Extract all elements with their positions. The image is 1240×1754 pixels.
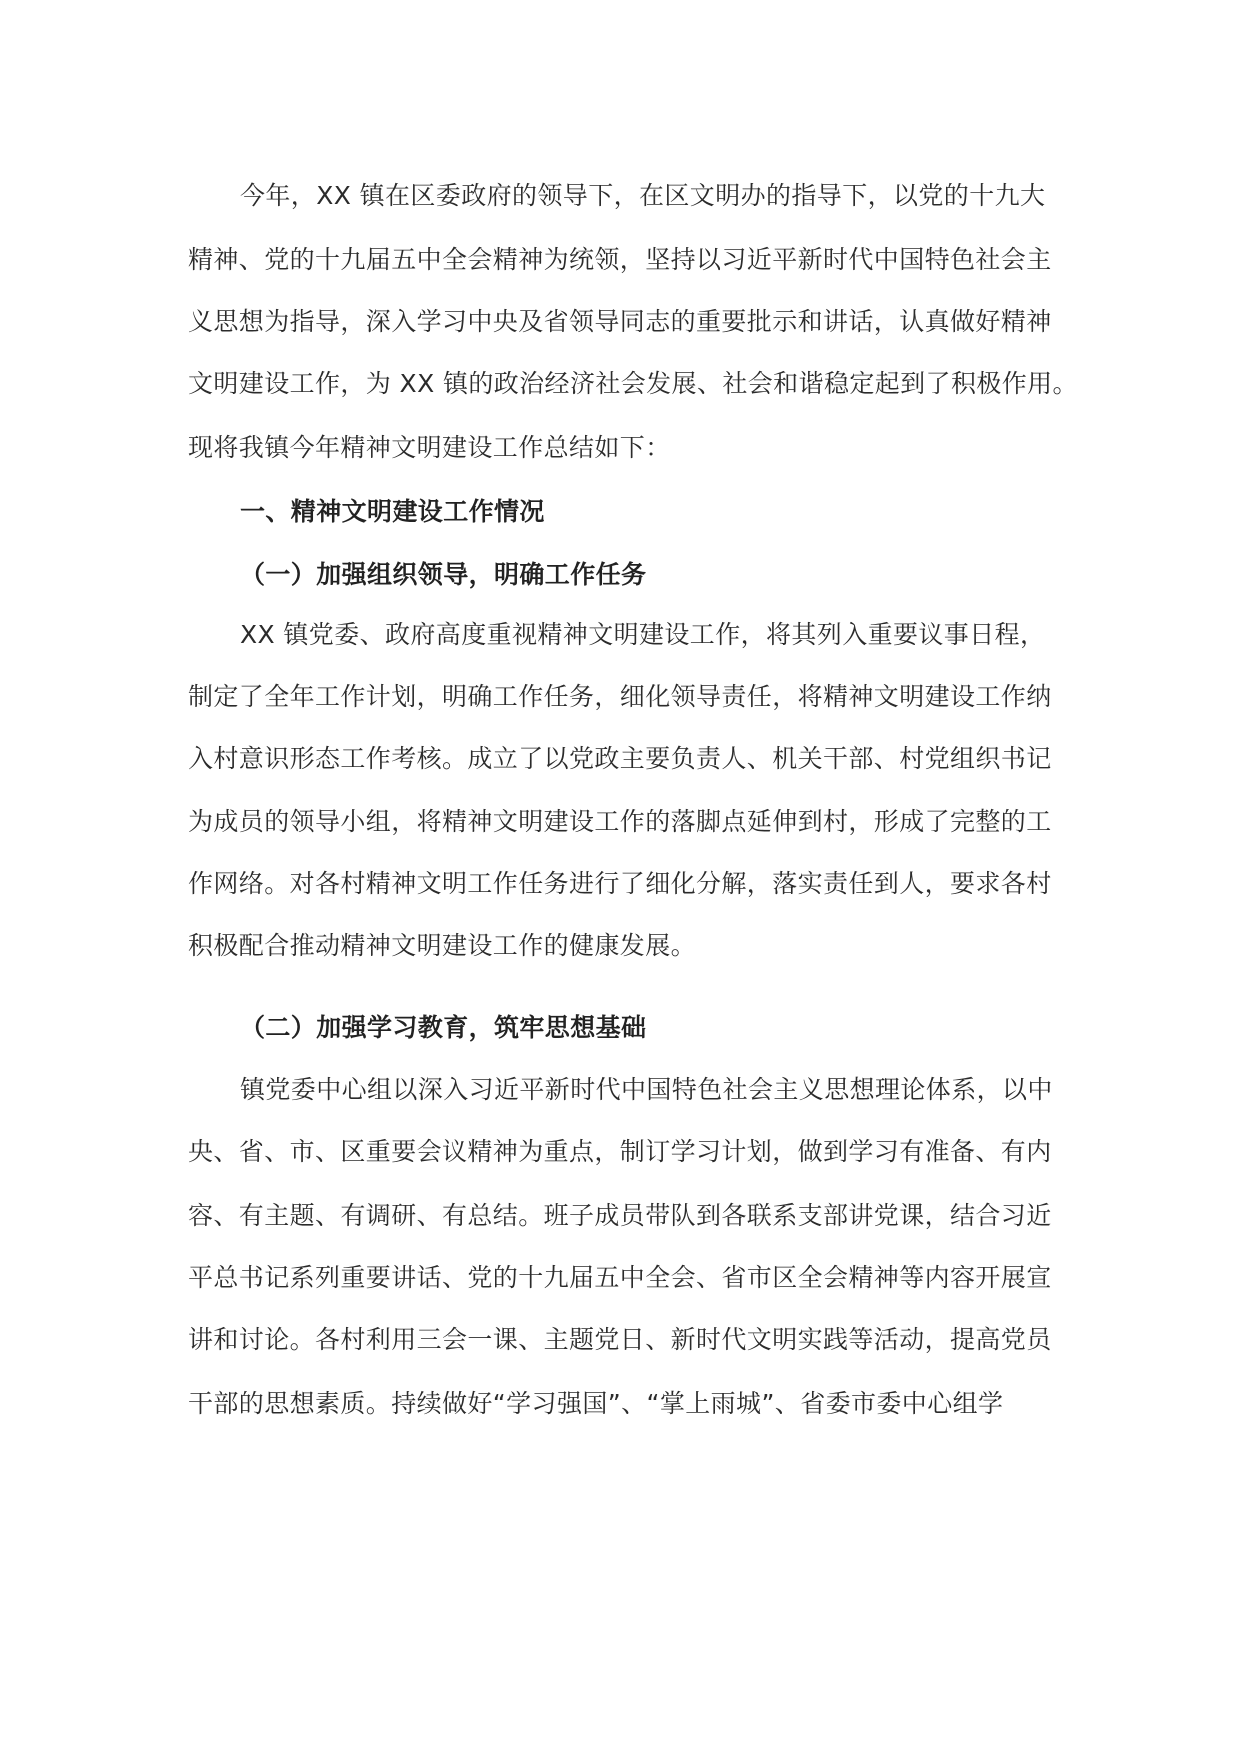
intro-line-1: 今年，XX 镇在区委政府的领导下，在区文明办的指导下，以党的十九大: [240, 181, 1046, 210]
heading-1-2: （二）加强学习教育，筑牢思想基础: [240, 1013, 647, 1042]
para-1-line-3: 入村意识形态工作考核。成立了以党政主要负责人、机关干部、村党组织书记: [188, 744, 1052, 773]
para-1-line-5: 作网络。对各村精神文明工作任务进行了细化分解，落实责任到人，要求各村: [188, 869, 1052, 898]
heading-1-1: （一）加强组织领导，明确工作任务: [240, 560, 647, 589]
para-2-line-4: 平总书记系列重要讲话、党的十九届五中全会、省市区全会精神等内容开展宣: [188, 1263, 1052, 1292]
para-2-line-6: 干部的思想素质。持续做好“学习强国”、“掌上雨城”、省委市委中心组学: [188, 1389, 1004, 1418]
para-2-line-3: 容、有主题、有调研、有总结。班子成员带队到各联系支部讲党课，结合习近: [188, 1201, 1052, 1230]
intro-line-5: 现将我镇今年精神文明建设工作总结如下：: [188, 433, 671, 462]
para-2-line-1: 镇党委中心组以深入习近平新时代中国特色社会主义思想理论体系，以中: [240, 1075, 1053, 1104]
para-1-line-1: XX 镇党委、政府高度重视精神文明建设工作，将其列入重要议事日程，: [240, 620, 1046, 649]
para-2-line-5: 讲和讨论。各村利用三会一课、主题党日、新时代文明实践等活动，提高党员: [188, 1325, 1052, 1354]
para-1-line-6: 积极配合推动精神文明建设工作的健康发展。: [188, 931, 697, 960]
intro-line-4: 文明建设工作，为 XX 镇的政治经济社会发展、社会和谐稳定起到了积极作用。: [188, 369, 1078, 398]
para-2-line-2: 央、省、市、区重要会议精神为重点，制订学习计划，做到学习有准备、有内: [188, 1137, 1052, 1166]
para-1-line-2: 制定了全年工作计划，明确工作任务，细化领导责任，将精神文明建设工作纳: [188, 682, 1052, 711]
para-1-line-4: 为成员的领导小组，将精神文明建设工作的落脚点延伸到村，形成了完整的工: [188, 807, 1052, 836]
intro-line-3: 义思想为指导，深入学习中央及省领导同志的重要批示和讲话，认真做好精神: [188, 307, 1052, 336]
intro-line-2: 精神、党的十九届五中全会精神为统领，坚持以习近平新时代中国特色社会主: [188, 245, 1052, 274]
heading-1: 一、精神文明建设工作情况: [240, 497, 545, 526]
